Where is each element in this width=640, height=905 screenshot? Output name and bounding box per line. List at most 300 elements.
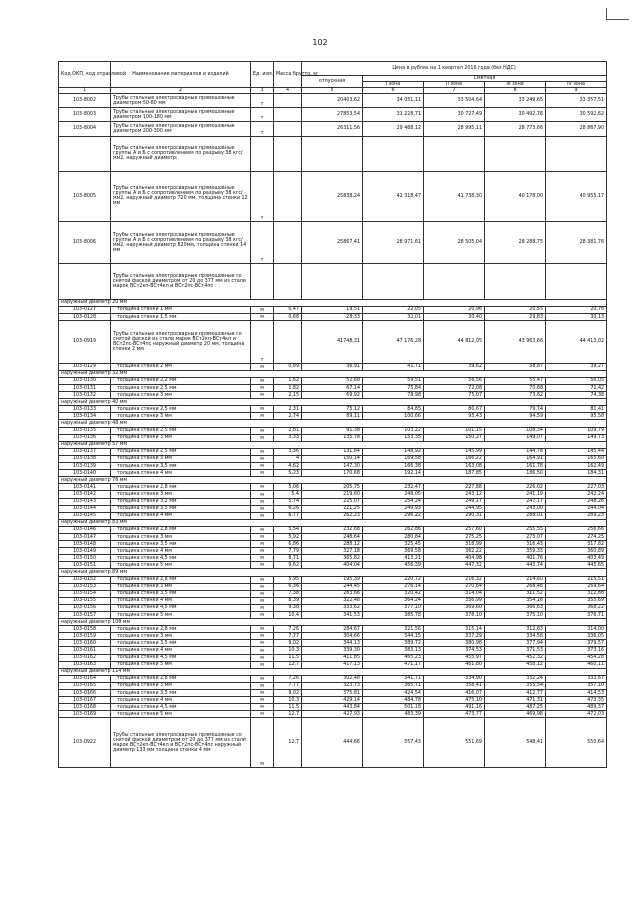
price-selling: 20403,62 bbox=[302, 94, 363, 108]
price-zone-2: 374,53 bbox=[424, 647, 485, 654]
item-name: толщина стенки 2,8 мм bbox=[111, 484, 251, 491]
page-corner-mark bbox=[606, 8, 629, 20]
item-code: 103-0164 bbox=[59, 675, 111, 682]
item-mass: 10,4 bbox=[274, 612, 302, 619]
table-row bbox=[59, 654, 607, 661]
price-zone-1: 456,39 bbox=[363, 562, 424, 569]
item-mass: 0,89 bbox=[274, 363, 302, 370]
section-label: наружный диаметр 32 мм bbox=[59, 370, 607, 377]
item-code: 103-0161 bbox=[59, 647, 111, 654]
price-zone-2: 166,22 bbox=[424, 455, 485, 462]
price-zone-1: 22,05 bbox=[363, 306, 424, 313]
price-zone-2: 461,80 bbox=[424, 661, 485, 668]
price-zone-2: 44 812,05 bbox=[424, 321, 485, 364]
price-zone-2: 20,96 bbox=[424, 306, 485, 313]
item-unit: м bbox=[251, 612, 274, 619]
item-unit: м bbox=[251, 718, 274, 768]
price-zone-2: 473,77 bbox=[424, 711, 485, 718]
price-zone-4: 20,76 bbox=[546, 306, 607, 313]
item-unit: т bbox=[251, 94, 274, 108]
table-row bbox=[59, 498, 607, 505]
item-code: 103-0159 bbox=[59, 633, 111, 640]
price-zone-2: 315,14 bbox=[424, 626, 485, 633]
price-selling: 262,23 bbox=[302, 512, 363, 519]
table-row bbox=[59, 633, 607, 640]
item-unit: м bbox=[251, 675, 274, 682]
price-zone-1: 169,58 bbox=[363, 455, 424, 462]
price-zone-3: 366,63 bbox=[485, 604, 546, 611]
item-code: 103-0148 bbox=[59, 541, 111, 548]
price-zone-3: 548,41 bbox=[485, 718, 546, 768]
diameter-section-row bbox=[59, 668, 607, 675]
price-zone-3: 268,48 bbox=[485, 583, 546, 590]
price-zone-3: 375,10 bbox=[485, 612, 546, 619]
item-code: 103-0142 bbox=[59, 491, 111, 498]
price-zone-1: 471,17 bbox=[363, 661, 424, 668]
price-selling: 427,93 bbox=[302, 711, 363, 718]
price-zone-2: 358,41 bbox=[424, 682, 485, 689]
item-mass bbox=[274, 221, 302, 264]
price-zone-3: 73,62 bbox=[485, 392, 546, 399]
price-selling: 19,51 bbox=[302, 306, 363, 313]
price-zone-3: 108,34 bbox=[485, 427, 546, 434]
price-zone-2: 95,43 bbox=[424, 413, 485, 420]
item-name: толщина стенки 3 мм bbox=[111, 533, 251, 540]
item-name: толщина стенки 1 мм bbox=[111, 306, 251, 313]
item-unit: м bbox=[251, 491, 274, 498]
price-zone-4: 550,64 bbox=[546, 718, 607, 768]
price-zone-2: 447,32 bbox=[424, 562, 485, 569]
item-code: 103-0133 bbox=[59, 406, 111, 413]
item-unit: м bbox=[251, 541, 274, 548]
table-row bbox=[59, 583, 607, 590]
price-selling: 69,92 bbox=[302, 392, 363, 399]
price-selling: 91,38 bbox=[302, 427, 363, 434]
price-zone-3: 28 773,66 bbox=[485, 122, 546, 136]
price-selling: 339,30 bbox=[302, 647, 363, 654]
price-zone-4: 40 955,17 bbox=[546, 172, 607, 222]
item-name: толщина стенки 3 мм bbox=[111, 392, 251, 399]
item-name: толщина стенки 5 мм bbox=[111, 711, 251, 718]
item-name: толщина стенки 2,5 мм bbox=[111, 406, 251, 413]
price-zone-2: 28 995,11 bbox=[424, 122, 485, 136]
item-mass: 12,7 bbox=[274, 661, 302, 668]
diameter-section-row bbox=[59, 477, 607, 484]
table-row bbox=[59, 647, 607, 654]
item-mass bbox=[274, 122, 302, 136]
item-mass: 5,74 bbox=[274, 498, 302, 505]
price-zone-1: 153,35 bbox=[363, 434, 424, 441]
price-zone-1: 321,56 bbox=[363, 626, 424, 633]
item-name: толщина стенки 4 мм bbox=[111, 647, 251, 654]
price-zone-2: 475,10 bbox=[424, 697, 485, 704]
price-zone-4: 403,49 bbox=[546, 555, 607, 562]
item-name: толщина стенки 2,8 мм bbox=[111, 626, 251, 633]
price-selling: 41748,31 bbox=[302, 321, 363, 364]
price-zone-1: 28 971,61 bbox=[363, 221, 424, 264]
price-selling: 323,73 bbox=[302, 682, 363, 689]
price-zone-3: 471,31 bbox=[485, 697, 546, 704]
item-code bbox=[59, 264, 111, 300]
table-row bbox=[59, 690, 607, 697]
item-mass: 5,06 bbox=[274, 484, 302, 491]
price-zone-3: 29,83 bbox=[485, 314, 546, 321]
item-mass bbox=[274, 94, 302, 108]
price-zone-3: 355,54 bbox=[485, 682, 546, 689]
price-zone-3: 40 178,00 bbox=[485, 172, 546, 222]
item-mass: 3,36 bbox=[274, 448, 302, 455]
item-name: толщина стенки 4 мм bbox=[111, 470, 251, 477]
item-name: толщина стенки 3 мм bbox=[111, 682, 251, 689]
item-unit: м bbox=[251, 640, 274, 647]
item-code: 103-0922 bbox=[59, 718, 111, 768]
price-zone-2: 455,97 bbox=[424, 654, 485, 661]
item-mass: 9,62 bbox=[274, 562, 302, 569]
table-row bbox=[59, 448, 607, 455]
item-mass bbox=[274, 108, 302, 122]
item-code: 103-0134 bbox=[59, 413, 111, 420]
item-unit: м bbox=[251, 463, 274, 470]
item-name: толщина стенки 3,5 мм bbox=[111, 463, 251, 470]
item-name: толщина стенки 2,5 мм bbox=[111, 385, 251, 392]
price-zone-3: 452,32 bbox=[485, 654, 546, 661]
diameter-section-row bbox=[59, 619, 607, 626]
item-name: толщина стенки 4,5 мм bbox=[111, 604, 251, 611]
item-code: 103-8004 bbox=[59, 122, 111, 136]
table-row bbox=[59, 548, 607, 555]
item-code: 103-8005 bbox=[59, 172, 111, 222]
item-unit: м bbox=[251, 704, 274, 711]
price-zone-1: 501,18 bbox=[363, 704, 424, 711]
price-selling: 411,85 bbox=[302, 654, 363, 661]
item-code: 103-0163 bbox=[59, 661, 111, 668]
price-zone-4: 256,66 bbox=[546, 526, 607, 533]
price-zone-1: 78,98 bbox=[363, 392, 424, 399]
item-unit: м bbox=[251, 505, 274, 512]
item-unit: м bbox=[251, 682, 274, 689]
item-unit: м bbox=[251, 385, 274, 392]
price-zone-4 bbox=[546, 264, 607, 300]
item-unit: м bbox=[251, 455, 274, 462]
item-code: 103-0137 bbox=[59, 448, 111, 455]
item-code: 103-0140 bbox=[59, 470, 111, 477]
price-zone-2: 216,32 bbox=[424, 576, 485, 583]
price-zone-1: 84,85 bbox=[363, 406, 424, 413]
table-row bbox=[59, 413, 607, 420]
header-estimated: Сметная bbox=[363, 76, 607, 82]
item-mass bbox=[274, 136, 302, 172]
item-unit: м bbox=[251, 576, 274, 583]
price-zone-2: 337,29 bbox=[424, 633, 485, 640]
item-mass bbox=[274, 264, 302, 300]
price-zone-2 bbox=[424, 136, 485, 172]
price-zone-3: 311,52 bbox=[485, 590, 546, 597]
price-zone-3: 377,94 bbox=[485, 640, 546, 647]
item-mass: 5,23 bbox=[274, 470, 302, 477]
item-mass: 2,74 bbox=[274, 413, 302, 420]
price-zone-2: 369,60 bbox=[424, 604, 485, 611]
price-zone-3: 241,19 bbox=[485, 491, 546, 498]
price-zone-4: 215,51 bbox=[546, 576, 607, 583]
item-unit: м bbox=[251, 498, 274, 505]
item-unit: т bbox=[251, 321, 274, 364]
diameter-section-row bbox=[59, 299, 607, 306]
price-selling: 333,62 bbox=[302, 604, 363, 611]
price-zone-4: 184,31 bbox=[546, 470, 607, 477]
price-zone-4: 242,24 bbox=[546, 491, 607, 498]
item-mass: 8,39 bbox=[274, 597, 302, 604]
price-selling: 147,30 bbox=[302, 463, 363, 470]
item-mass: 2,31 bbox=[274, 406, 302, 413]
item-unit: м bbox=[251, 583, 274, 590]
item-code: 103-8003 bbox=[59, 108, 111, 122]
price-zone-4: 274,25 bbox=[546, 533, 607, 540]
price-zone-2: 187,85 bbox=[424, 470, 485, 477]
price-zone-1: 385,78 bbox=[363, 612, 424, 619]
price-zone-3: 94,59 bbox=[485, 413, 546, 420]
price-zone-2: 244,95 bbox=[424, 505, 485, 512]
item-mass: 0,68 bbox=[274, 314, 302, 321]
price-selling: 375,81 bbox=[302, 690, 363, 697]
table-row bbox=[59, 555, 607, 562]
price-zone-1: 59,51 bbox=[363, 377, 424, 384]
table-row bbox=[59, 122, 607, 136]
col-number: 4 bbox=[274, 88, 302, 94]
price-zone-4: 333,67 bbox=[546, 675, 607, 682]
price-zone-3: 70,68 bbox=[485, 385, 546, 392]
item-unit: м bbox=[251, 314, 274, 321]
price-zone-3: 332,24 bbox=[485, 675, 546, 682]
price-selling: 225,07 bbox=[302, 498, 363, 505]
item-name: толщина стенки 4 мм bbox=[111, 512, 251, 519]
col-number: 8 bbox=[485, 88, 546, 94]
item-unit: м bbox=[251, 306, 274, 313]
price-zone-2: 28 505,04 bbox=[424, 221, 485, 264]
table-row bbox=[59, 718, 607, 768]
item-mass: 3,33 bbox=[274, 434, 302, 441]
section-label: наружный диаметр 114 мм bbox=[59, 668, 607, 675]
item-mass: 2,81 bbox=[274, 427, 302, 434]
item-name: толщина стенки 3,5 мм bbox=[111, 690, 251, 697]
price-zone-4: 145,44 bbox=[546, 448, 607, 455]
item-unit: т bbox=[251, 221, 274, 264]
item-unit: м bbox=[251, 427, 274, 434]
price-selling: 28,33 bbox=[302, 314, 363, 321]
price-selling: 404,04 bbox=[302, 562, 363, 569]
price-zone-3: 149,07 bbox=[485, 434, 546, 441]
price-zone-4: 71,42 bbox=[546, 385, 607, 392]
col-number: 2 bbox=[111, 88, 251, 94]
price-selling: 288,12 bbox=[302, 541, 363, 548]
price-zone-4: 39,27 bbox=[546, 363, 607, 370]
price-zone-1: 413,21 bbox=[363, 555, 424, 562]
price-zone-2: 39,62 bbox=[424, 363, 485, 370]
item-name: толщина стенки 2,8 мм bbox=[111, 576, 251, 583]
item-unit: м bbox=[251, 470, 274, 477]
item-name: толщина стенки 5 мм bbox=[111, 562, 251, 569]
col-number: 3 bbox=[251, 88, 274, 94]
price-selling: 417,13 bbox=[302, 661, 363, 668]
price-zone-4: 95,58 bbox=[546, 413, 607, 420]
item-mass: 9,02 bbox=[274, 690, 302, 697]
price-zone-3: 186,50 bbox=[485, 470, 546, 477]
col-number: 9 bbox=[546, 88, 607, 94]
price-selling: 170,68 bbox=[302, 470, 363, 477]
price-selling bbox=[302, 136, 363, 172]
item-name: Трубы стальные электросварные прямошовные группы А и Б с сопротивлением по разрыву 38 кгс/мм2, наружный диаметр: bbox=[111, 136, 251, 172]
price-zone-4: 81,41 bbox=[546, 406, 607, 413]
price-zone-4: 248,26 bbox=[546, 498, 607, 505]
item-code: 103-0136 bbox=[59, 434, 111, 441]
price-zone-3: 33 249,65 bbox=[485, 94, 546, 108]
item-mass: 4,62 bbox=[274, 463, 302, 470]
price-zone-4: 30 592,62 bbox=[546, 108, 607, 122]
item-name: Трубы стальные электросварные прямошовные группы А и Б с сопротивлением по разрыву 38 кгс/мм2, наружный диаметр 820мм, толщина стенки 14 мм bbox=[111, 221, 251, 264]
price-zone-2: 75,07 bbox=[424, 392, 485, 399]
item-name: толщина стенки 3,2 мм bbox=[111, 498, 251, 505]
item-code: 103-0143 bbox=[59, 498, 111, 505]
section-label: наружный диаметр 89 мм bbox=[59, 569, 607, 576]
price-selling: 344,13 bbox=[302, 640, 363, 647]
header-unit: Ед. изм. bbox=[251, 62, 274, 88]
item-name: Трубы стальные электросварные прямошовные диаметром 50-80 мм bbox=[111, 94, 251, 108]
table-row bbox=[59, 455, 607, 462]
price-zone-2: 314,04 bbox=[424, 590, 485, 597]
item-mass: 6,86 bbox=[274, 541, 302, 548]
header-zone1: I зона bbox=[363, 82, 424, 88]
item-unit: м bbox=[251, 661, 274, 668]
price-zone-1: 364,24 bbox=[363, 597, 424, 604]
table-row bbox=[59, 470, 607, 477]
diameter-section-row bbox=[59, 441, 607, 448]
price-selling: 248,64 bbox=[302, 533, 363, 540]
price-selling: 284,67 bbox=[302, 626, 363, 633]
price-zone-4: 368,22 bbox=[546, 604, 607, 611]
item-name: толщина стенки 3,5 мм bbox=[111, 590, 251, 597]
table-row bbox=[59, 427, 607, 434]
item-code: 103-0144 bbox=[59, 505, 111, 512]
price-zone-3: 38,87 bbox=[485, 363, 546, 370]
col-number: 6 bbox=[363, 88, 424, 94]
price-zone-3: 412,77 bbox=[485, 690, 546, 697]
item-mass: 12,7 bbox=[274, 711, 302, 718]
diameter-section-row bbox=[59, 399, 607, 406]
item-name: толщина стенки 2,8 мм bbox=[111, 526, 251, 533]
section-label: наружный диаметр 57 мм bbox=[59, 441, 607, 448]
price-zone-1: 341,71 bbox=[363, 675, 424, 682]
table-row bbox=[59, 626, 607, 633]
price-selling: 327,18 bbox=[302, 548, 363, 555]
diameter-section-row bbox=[59, 519, 607, 526]
diameter-section-row bbox=[59, 420, 607, 427]
price-zone-1 bbox=[363, 264, 424, 300]
item-code: 103-0145 bbox=[59, 512, 111, 519]
price-zone-1: 192,14 bbox=[363, 470, 424, 477]
item-unit: м bbox=[251, 697, 274, 704]
price-zone-1: 465,23 bbox=[363, 654, 424, 661]
price-selling: 27853,54 bbox=[302, 108, 363, 122]
header-price-title: Цена в рублях на 1 квартал 2016 года (без НДС) bbox=[302, 62, 607, 76]
item-name: Трубы стальные электросварные прямошовные диаметром 200-300 мм bbox=[111, 122, 251, 136]
item-unit bbox=[251, 136, 274, 172]
price-zone-4 bbox=[546, 136, 607, 172]
price-zone-4: 376,71 bbox=[546, 612, 607, 619]
col-number: 7 bbox=[424, 88, 485, 94]
item-mass: 1,62 bbox=[274, 377, 302, 384]
price-zone-1: 248,05 bbox=[363, 491, 424, 498]
price-selling: 52,68 bbox=[302, 377, 363, 384]
price-zone-3: 334,58 bbox=[485, 633, 546, 640]
section-label: наружный диаметр 20 мм bbox=[59, 299, 607, 306]
item-name: толщина стенки 2 мм bbox=[111, 363, 251, 370]
item-mass: 5,54 bbox=[274, 526, 302, 533]
item-mass: 11,5 bbox=[274, 654, 302, 661]
item-code: 103-0147 bbox=[59, 533, 111, 540]
item-mass: 2,15 bbox=[274, 392, 302, 399]
item-mass: 5,92 bbox=[274, 533, 302, 540]
table-row bbox=[59, 576, 607, 583]
col-number: 1 bbox=[59, 88, 111, 94]
price-zone-1: 325,45 bbox=[363, 541, 424, 548]
price-zone-3: 30 492,76 bbox=[485, 108, 546, 122]
price-zone-1: 484,78 bbox=[363, 697, 424, 704]
price-zone-4: 355,69 bbox=[546, 597, 607, 604]
item-mass: 1,82 bbox=[274, 385, 302, 392]
price-zone-4: 28 867,90 bbox=[546, 122, 607, 136]
table-row bbox=[59, 590, 607, 597]
item-unit: т bbox=[251, 108, 274, 122]
header-code: Код ОКП, код отраслевой bbox=[59, 62, 111, 88]
price-zone-2: 290,31 bbox=[424, 512, 485, 519]
item-unit: м bbox=[251, 597, 274, 604]
header-selling: отпускная bbox=[302, 76, 363, 88]
price-zone-1: 166,38 bbox=[363, 463, 424, 470]
price-zone-2: 380,98 bbox=[424, 640, 485, 647]
price-zone-1: 254,24 bbox=[363, 498, 424, 505]
item-unit: м bbox=[251, 633, 274, 640]
item-mass: 4 bbox=[274, 455, 302, 462]
item-name: Трубы стальные электросварные прямошовные группы А и Б с сопротивлением по разрыву 38 кгс/мм2, наружный диаметр 720 мм, толщина стенки 12 мм bbox=[111, 172, 251, 222]
item-unit: м bbox=[251, 413, 274, 420]
item-code: 103-0151 bbox=[59, 562, 111, 569]
header-mass: Масса брутто, кг bbox=[274, 62, 302, 88]
price-zone-2: 404,98 bbox=[424, 555, 485, 562]
item-unit: м bbox=[251, 526, 274, 533]
price-selling: 205,75 bbox=[302, 484, 363, 491]
price-zone-4: 473,35 bbox=[546, 697, 607, 704]
price-zone-4: 162,49 bbox=[546, 463, 607, 470]
price-zone-1: 365,71 bbox=[363, 682, 424, 689]
item-mass: 0,47 bbox=[274, 306, 302, 313]
price-selling: 304,66 bbox=[302, 633, 363, 640]
price-zone-1: 31 228,71 bbox=[363, 108, 424, 122]
price-zone-3: 55,47 bbox=[485, 377, 546, 384]
price-selling: 322,48 bbox=[302, 597, 363, 604]
price-zone-4: 460,11 bbox=[546, 661, 607, 668]
price-selling: 365,82 bbox=[302, 555, 363, 562]
price-selling: 244,45 bbox=[302, 583, 363, 590]
section-label: наружный диаметр 83 мм bbox=[59, 519, 607, 526]
item-code: 103-0162 bbox=[59, 654, 111, 661]
price-selling: 283,66 bbox=[302, 590, 363, 597]
table-row bbox=[59, 221, 607, 264]
item-name: Трубы стальные электросварные прямошовные со снятой фаской диаметром от 20 до 377 мм из стали марок ВСт2кп-ВСт4кп и ВСт2пс-ВСт4пс bbox=[111, 264, 251, 300]
item-code: 103-0153 bbox=[59, 583, 111, 590]
item-mass: 6,77 bbox=[274, 512, 302, 519]
price-zone-3: 214,60 bbox=[485, 576, 546, 583]
diameter-section-row bbox=[59, 370, 607, 377]
price-zone-4: 314,00 bbox=[546, 626, 607, 633]
